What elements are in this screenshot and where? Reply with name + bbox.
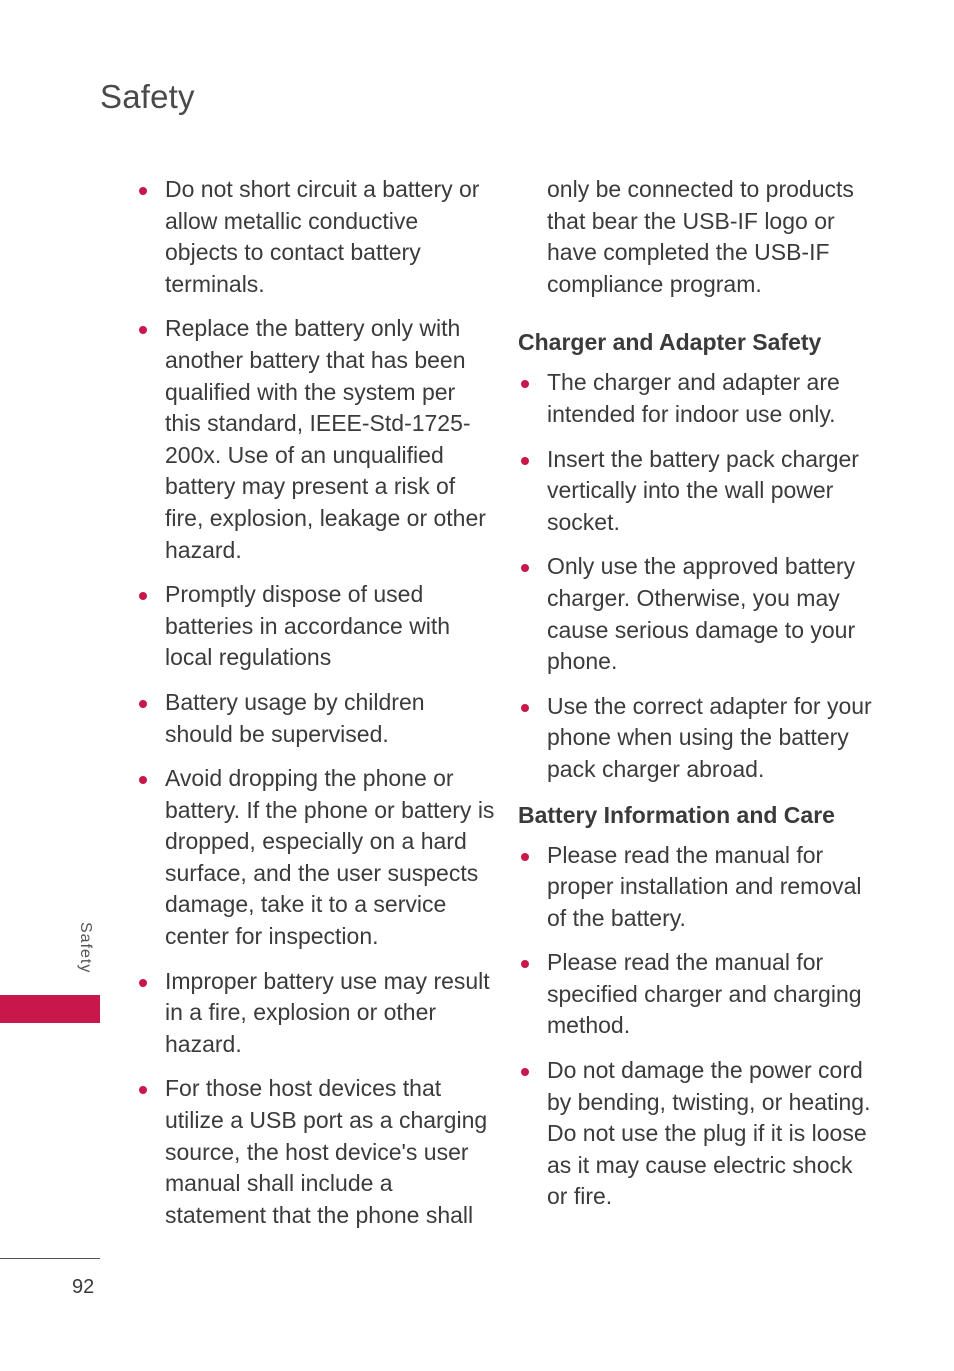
bullet-icon <box>139 979 147 987</box>
bullet-icon <box>139 700 147 708</box>
bullet-icon <box>139 592 147 600</box>
list-item <box>518 551 878 677</box>
list-item <box>518 444 878 539</box>
list-item-text: Only use the approved battery charger. Otherwise, you may cause serious damage to your phone. <box>547 553 856 675</box>
list-item-text: Improper battery use may result in a fire, explosion or other hazard. <box>165 967 490 1057</box>
list-item-text: Use the correct adapter for your phone when using the battery pack charger abroad. <box>547 692 872 782</box>
list-item-text: Do not short circuit a battery or allow metallic conductive objects to contact battery terminals. <box>165 176 480 297</box>
list-item <box>136 579 496 674</box>
left-column <box>136 174 496 1244</box>
battery-care-bullet-list <box>518 840 878 1214</box>
list-item <box>518 840 878 935</box>
bullet-icon <box>521 960 529 968</box>
page-title: Safety <box>100 78 195 115</box>
bullet-icon <box>521 1068 529 1076</box>
list-item <box>518 947 878 1042</box>
list-item-text: Promptly dispose of used batteries in accordance with local regulations <box>165 581 451 671</box>
list-item-text: Avoid dropping the phone or battery. If the phone or battery is dropped, especially on a hard surface, and the user suspects damage, take it to a service center for inspection. <box>165 765 495 950</box>
list-item <box>136 763 496 953</box>
bullet-icon <box>139 187 147 195</box>
right-column <box>518 174 878 1226</box>
list-item-text: For those host devices that utilize a USB port as a charging source, the host device's user manual shall include a statement that the phone shall <box>165 1075 488 1228</box>
list-item-text: Insert the battery pack charger vertically into the wall power socket. <box>547 445 859 535</box>
list-item <box>136 966 496 1061</box>
list-item-text: Battery usage by children should be supervised. <box>165 688 425 747</box>
side-section-label: Safety <box>77 922 94 974</box>
list-item <box>136 313 496 566</box>
bullet-icon <box>521 457 529 465</box>
page-number: 92 <box>72 1276 95 1298</box>
list-item-text: Please read the manual for specified charger and charging method. <box>547 949 862 1039</box>
list-item <box>136 174 496 300</box>
list-item <box>136 687 496 750</box>
bullet-icon <box>521 564 529 572</box>
list-item <box>518 691 878 786</box>
list-item-text: Please read the manual for proper installation and removal of the battery. <box>547 841 862 931</box>
bullet-icon <box>139 776 147 784</box>
bullet-icon <box>521 380 529 388</box>
bullet-icon <box>521 853 529 861</box>
section-heading-battery-care: Battery Information and Care <box>518 801 835 828</box>
list-item <box>136 1073 496 1231</box>
section-heading-charger: Charger and Adapter Safety <box>518 329 822 356</box>
footer-divider <box>0 1258 100 1259</box>
list-item-text: Do not damage the power cord by bending, twisting, or heating. Do not use the plug if it is loose as it may cause electric shock or fire. <box>547 1057 871 1210</box>
charger-bullet-list <box>518 367 878 785</box>
list-item-text: Replace the battery only with another battery that has been qualified with the system per this standard, IEEE-Std-1725-200x. Use of an unqualified battery may present a risk of fire, explosion, leakage or other hazard. <box>165 315 486 563</box>
side-accent-bar <box>0 995 100 1023</box>
list-item <box>518 1055 878 1213</box>
bullet-icon <box>139 1086 147 1094</box>
left-bullet-list <box>136 174 496 1231</box>
list-item <box>518 367 878 430</box>
continued-paragraph: only be connected to products that bear the USB-IF logo or have completed the USB-IF compliance program. <box>547 176 854 297</box>
bullet-icon <box>521 704 529 712</box>
bullet-icon <box>139 326 147 334</box>
list-item-text: The charger and adapter are intended for indoor use only. <box>547 369 840 427</box>
